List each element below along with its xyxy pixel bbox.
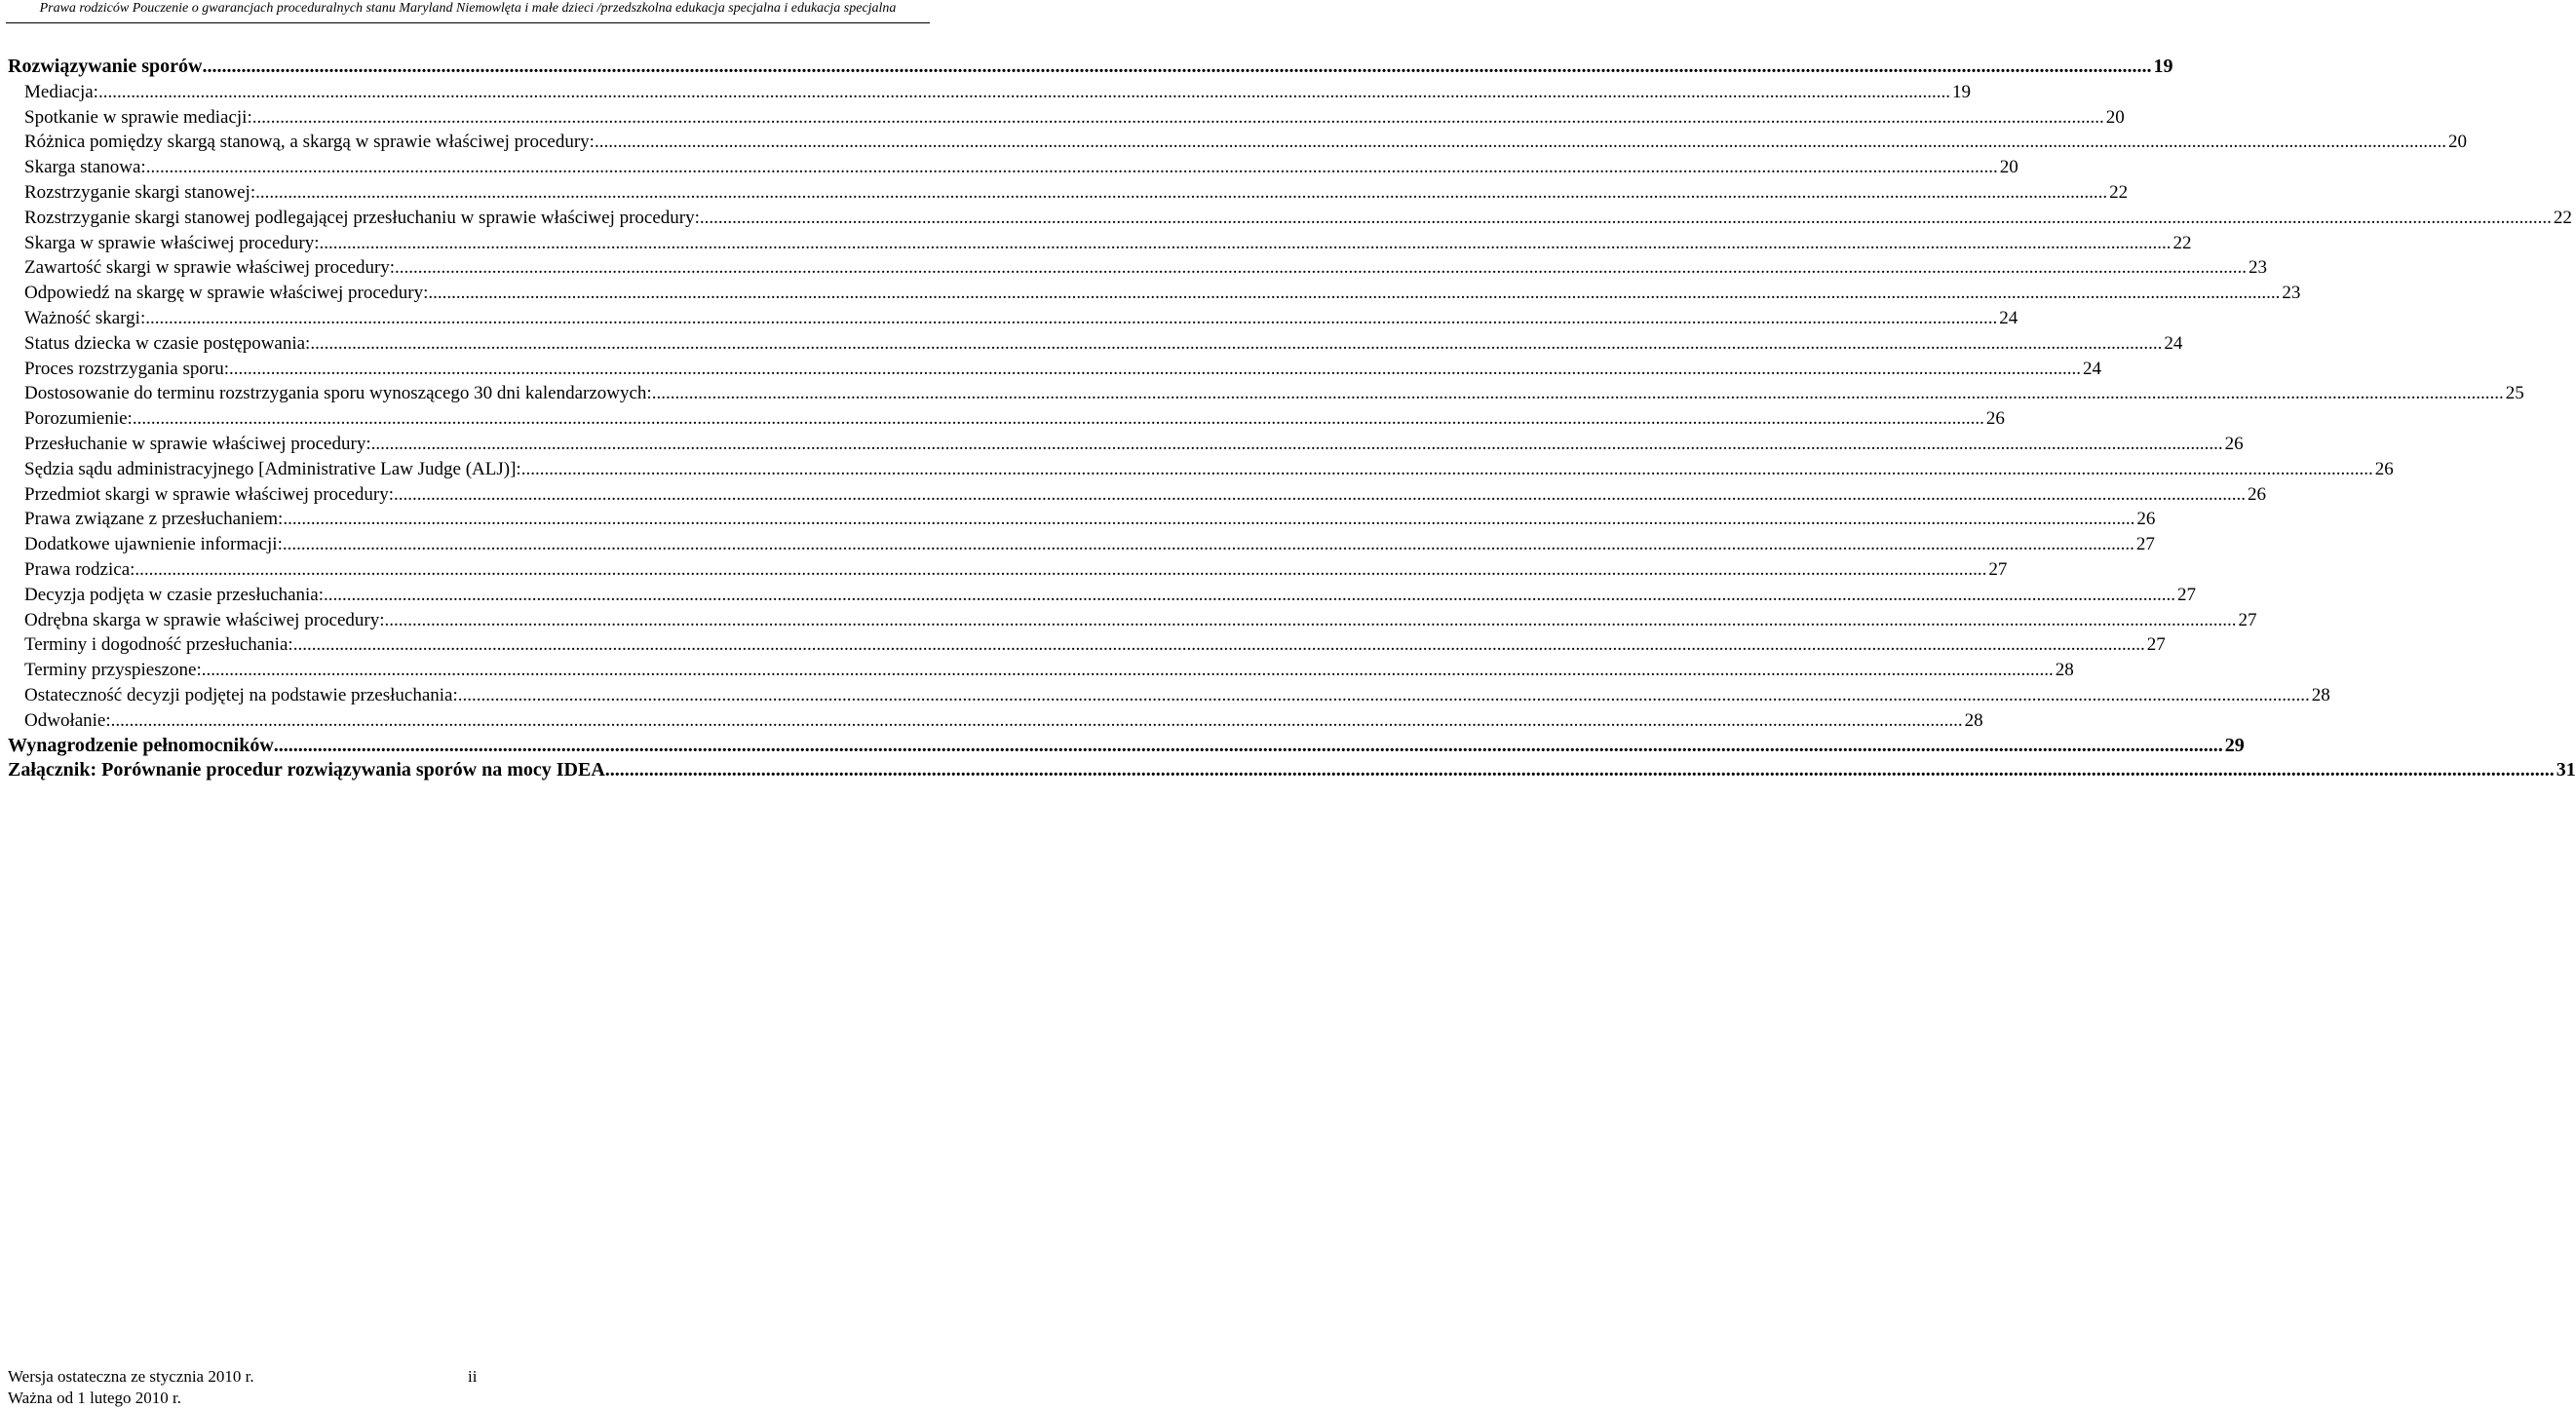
toc-dot-leader: ................................................................................................................................................................................................................................................................................................................................................................................................................ [428, 283, 2281, 304]
toc-entry-title: Przedmiot skargi w sprawie właściwej procedury: [24, 483, 395, 505]
toc-entry-section[interactable] [8, 457, 2394, 482]
toc-entry-section[interactable] [8, 231, 2192, 256]
toc-page-number: 22 [2109, 181, 2129, 203]
toc-entry-chapter[interactable] [8, 758, 2576, 783]
toc-page-number: 28 [2055, 660, 2074, 681]
toc-entry-title: Różnica pomiędzy skargą stanową, a skargą w sprawie właściwej procedury: [24, 132, 595, 153]
toc-entry-section[interactable] [8, 482, 2267, 508]
toc-dot-leader: ................................................................................................................................................................................................................................................................................................................................................................................................................ [255, 181, 2108, 203]
toc-entry-section[interactable] [8, 406, 2005, 432]
toc-page-number: 31 [2556, 759, 2576, 781]
toc-dot-leader: ................................................................................................................................................................................................................................................................................................................................................................................................................ [97, 81, 1950, 102]
toc-page-number: 26 [2374, 458, 2394, 479]
toc-entry-section[interactable] [8, 357, 2101, 382]
toc-dot-leader: ................................................................................................................................................................................................................................................................................................................................................................................................................ [145, 157, 1998, 178]
toc-entry-title: Zawartość skargi w sprawie właściwej procedury: [24, 257, 396, 279]
toc-page-number: 26 [2248, 483, 2267, 505]
toc-entry-title: Sędzia sądu administracyjnego [Administrative Law Judge (ALJ)]: [24, 458, 521, 479]
toc-dot-leader: ................................................................................................................................................................................................................................................................................................................................................................................................................ [699, 207, 2552, 228]
toc-dot-leader: ................................................................................................................................................................................................................................................................................................................................................................................................................ [395, 257, 2248, 279]
footer-page-number: ii [468, 1367, 478, 1386]
toc-entry-section[interactable] [8, 331, 2183, 357]
toc-entry-section[interactable] [8, 557, 2008, 583]
toc-entry-title: Decyzja podjęta w czasie przesłuchania: [24, 584, 325, 605]
toc-entry-title: Spotkanie w sprawie mediacji: [24, 106, 252, 128]
toc-entry-title: Proces rozstrzygania sporu: [24, 358, 229, 379]
toc-entry-section[interactable] [8, 632, 2166, 658]
toc-page-number: 29 [2224, 734, 2245, 756]
toc-entry-section[interactable] [8, 130, 2467, 155]
toc-page-number: 24 [2083, 358, 2101, 379]
toc-dot-leader: ................................................................................................................................................................................................................................................................................................................................................................................................................ [394, 483, 2247, 505]
toc-dot-leader: ................................................................................................................................................................................................................................................................................................................................................................................................................ [283, 509, 2135, 530]
toc-page-number: 24 [1999, 307, 2019, 328]
running-header: Prawa rodziców Pouczenie o gwarancjach proceduralnych stanu Maryland Niemowlęta i małe dzieci /przedszkolna edukacja specjalna i edukacja specjalna [6, 0, 930, 23]
toc-entry-title: Dodatkowe ujawnienie informacji: [24, 534, 283, 555]
toc-page-number: 23 [2282, 283, 2301, 304]
toc-entry-title: Status dziecka w czasie postępowania: [24, 332, 311, 354]
toc-dot-leader: ................................................................................................................................................................................................................................................................................................................................................................................................................ [202, 56, 2152, 77]
toc-page-number: 25 [2505, 383, 2524, 404]
toc-entry-section[interactable] [8, 206, 2572, 231]
toc-entry-section[interactable] [8, 708, 1983, 734]
toc-entry-title: Rozwiązywanie sporów [8, 56, 203, 77]
toc-entry-section[interactable] [8, 80, 1971, 105]
toc-dot-leader: ................................................................................................................................................................................................................................................................................................................................................................................................................ [384, 609, 2237, 630]
toc-entry-title: Skarga stanowa: [24, 157, 146, 178]
toc-entry-title: Wynagrodzenie pełnomocników [8, 734, 274, 756]
toc-entry-title: Ważność skargi: [24, 307, 146, 328]
toc-page-number: 23 [2249, 257, 2268, 279]
toc-dot-leader: ................................................................................................................................................................................................................................................................................................................................................................................................................ [292, 634, 2145, 656]
toc-entry-chapter[interactable] [8, 734, 2245, 759]
toc-entry-title: Porozumienie: [24, 408, 133, 430]
toc-page-number: 26 [2224, 433, 2244, 454]
footer-version: Wersja ostateczna ze stycznia 2010 r. [8, 1367, 254, 1386]
toc-page-number: 22 [2553, 207, 2572, 228]
toc-entry-section[interactable] [8, 180, 2129, 206]
toc-entry-section[interactable] [8, 608, 2257, 633]
toc-entry-title: Odrębna skarga w sprawie właściwej procedury: [24, 609, 385, 630]
toc-dot-leader: ................................................................................................................................................................................................................................................................................................................................................................................................................ [135, 558, 1987, 580]
toc-entry-title: Załącznik: Porównanie procedur rozwiązywania sporów na mocy IDEA [8, 759, 605, 781]
toc-page-number: 22 [2172, 232, 2192, 253]
toc-dot-leader: ................................................................................................................................................................................................................................................................................................................................................................................................................ [251, 106, 2104, 128]
toc-entry-title: Odwołanie: [24, 709, 111, 731]
footer-valid-from: Ważna od 1 lutego 2010 r. [8, 1389, 182, 1407]
toc-entry-section[interactable] [8, 683, 2330, 708]
toc-dot-leader: ................................................................................................................................................................................................................................................................................................................................................................................................................ [110, 709, 1963, 731]
toc-page-number: 26 [2136, 509, 2156, 530]
table-of-contents [8, 55, 2576, 783]
toc-entry-section[interactable] [8, 432, 2244, 457]
toc-dot-leader: ................................................................................................................................................................................................................................................................................................................................................................................................................ [273, 734, 2223, 756]
toc-entry-title: Rozstrzyganie skargi stanowej: [24, 181, 256, 203]
toc-entry-section[interactable] [8, 381, 2524, 406]
toc-entry-section[interactable] [8, 658, 2074, 683]
toc-page-number: 27 [2177, 584, 2197, 605]
toc-dot-leader: ................................................................................................................................................................................................................................................................................................................................................................................................................ [604, 759, 2555, 781]
toc-entry-section[interactable] [8, 105, 2125, 131]
toc-dot-leader: ................................................................................................................................................................................................................................................................................................................................................................................................................ [324, 584, 2176, 605]
toc-dot-leader: ................................................................................................................................................................................................................................................................................................................................................................................................................ [201, 660, 2054, 681]
toc-page-number: 20 [1999, 157, 2019, 178]
toc-dot-leader: ................................................................................................................................................................................................................................................................................................................................................................................................................ [651, 383, 2504, 404]
toc-entry-section[interactable] [8, 155, 2019, 180]
toc-page-number: 19 [1951, 81, 1971, 102]
toc-entry-title: Przesłuchanie w sprawie właściwej procedury: [24, 433, 371, 454]
toc-dot-leader: ................................................................................................................................................................................................................................................................................................................................................................................................................ [319, 232, 2172, 253]
toc-entry-title: Rozstrzyganie skargi stanowej podlegającej przesłuchaniu w sprawie właściwej procedury: [24, 207, 700, 228]
toc-page-number: 19 [2153, 56, 2173, 77]
page-footer [8, 1366, 928, 1409]
toc-entry-section[interactable] [8, 306, 2019, 331]
toc-page-number: 27 [2146, 634, 2166, 656]
toc-page-number: 26 [1985, 408, 2005, 430]
toc-dot-leader: ................................................................................................................................................................................................................................................................................................................................................................................................................ [594, 132, 2446, 153]
toc-page-number: 20 [2105, 106, 2125, 128]
toc-entry-section[interactable] [8, 507, 2156, 532]
toc-dot-leader: ................................................................................................................................................................................................................................................................................................................................................................................................................ [457, 684, 2310, 705]
toc-dot-leader: ................................................................................................................................................................................................................................................................................................................................................................................................................ [145, 307, 1998, 328]
toc-entry-title: Prawa związane z przesłuchaniem: [24, 509, 284, 530]
toc-page-number: 24 [2164, 332, 2183, 354]
toc-entry-title: Terminy i dogodność przesłuchania: [24, 634, 293, 656]
toc-entry-title: Terminy przyspieszone: [24, 660, 202, 681]
toc-page-number: 20 [2447, 132, 2467, 153]
toc-dot-leader: ................................................................................................................................................................................................................................................................................................................................................................................................................ [310, 332, 2163, 354]
toc-dot-leader: ................................................................................................................................................................................................................................................................................................................................................................................................................ [520, 458, 2373, 479]
toc-entry-title: Ostateczność decyzji podjętej na podstawie przesłuchania: [24, 684, 458, 705]
toc-entry-section[interactable] [8, 583, 2197, 608]
toc-entry-section[interactable] [8, 532, 2155, 557]
toc-entry-title: Skarga w sprawie właściwej procedury: [24, 232, 320, 253]
toc-entry-section[interactable] [8, 281, 2301, 306]
toc-entry-title: Dostosowanie do terminu rozstrzygania sporu wynoszącego 30 dni kalendarzowych: [24, 383, 652, 404]
toc-entry-title: Mediacja: [24, 81, 98, 102]
toc-page-number: 27 [1988, 558, 2008, 580]
toc-page-number: 27 [2135, 534, 2155, 555]
toc-dot-leader: ................................................................................................................................................................................................................................................................................................................................................................................................................ [229, 358, 2081, 379]
toc-dot-leader: ................................................................................................................................................................................................................................................................................................................................................................................................................ [282, 534, 2134, 555]
toc-dot-leader: ................................................................................................................................................................................................................................................................................................................................................................................................................ [132, 408, 1984, 430]
toc-dot-leader: ................................................................................................................................................................................................................................................................................................................................................................................................................ [370, 433, 2223, 454]
toc-entry-section[interactable] [8, 255, 2268, 281]
toc-entry-title: Prawa rodzica: [24, 558, 135, 580]
toc-entry-chapter[interactable] [8, 55, 2173, 80]
toc-page-number: 27 [2238, 609, 2257, 630]
toc-page-number: 28 [2311, 684, 2330, 705]
toc-entry-title: Odpowiedź na skargę w sprawie właściwej procedury: [24, 283, 429, 304]
toc-page-number: 28 [1964, 709, 1983, 731]
